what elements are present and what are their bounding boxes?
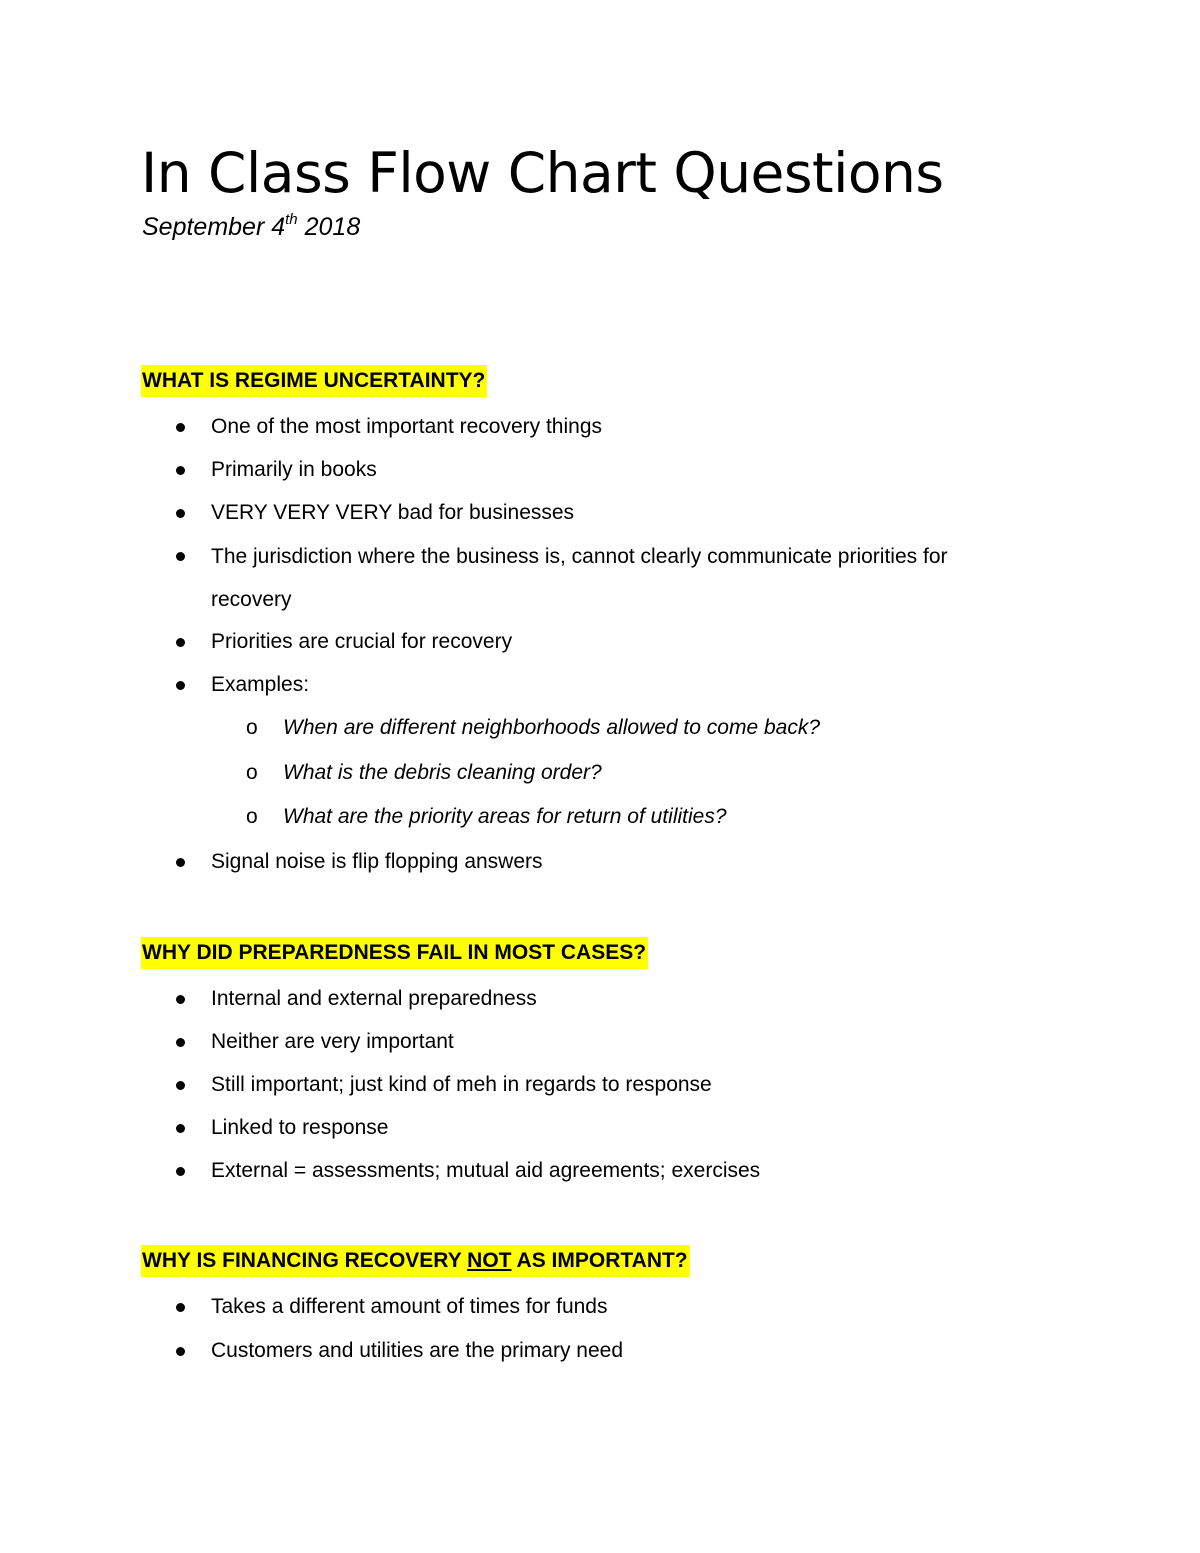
list-item-text: The jurisdiction where the business is, cannot clearly communicate priorities for recovery bbox=[211, 545, 948, 611]
bullet-dot-icon bbox=[176, 995, 185, 1004]
hollow-circle-bullet-icon: o bbox=[246, 716, 258, 739]
bullet-dot-icon bbox=[176, 1347, 185, 1356]
sub-list-item-text: What is the debris cleaning order? bbox=[283, 761, 602, 784]
bullet-dot-icon bbox=[176, 1081, 185, 1090]
bullet-dot-icon bbox=[176, 1124, 185, 1133]
list-item-text: Priorities are crucial for recovery bbox=[211, 630, 513, 653]
bullet-dot-icon bbox=[176, 858, 185, 867]
bullet-dot-icon bbox=[176, 638, 185, 647]
hollow-circle-bullet-icon: o bbox=[246, 805, 258, 828]
sub-list-item-text: What are the priority areas for return of utilities? bbox=[283, 805, 727, 828]
section-heading bbox=[141, 1245, 690, 1277]
heading-emphasis-not: NOT bbox=[467, 1249, 512, 1272]
bullet-dot-icon bbox=[176, 509, 185, 518]
bullet-dot-icon bbox=[176, 1303, 185, 1312]
list-item-text: Still important; just kind of meh in regards to response bbox=[211, 1073, 712, 1096]
bullet-dot-icon bbox=[176, 681, 185, 690]
list-item-text: Linked to response bbox=[211, 1116, 389, 1139]
heading-part-after: AS IMPORTANT? bbox=[511, 1249, 688, 1272]
list-item-text: Takes a different amount of times for funds bbox=[211, 1295, 608, 1318]
list-item-text: Signal noise is flip flopping answers bbox=[211, 850, 543, 873]
list-item-text: Internal and external preparedness bbox=[211, 987, 537, 1010]
bullet-dot-icon bbox=[176, 466, 185, 475]
document-title: In Class Flow Chart Questions bbox=[141, 141, 944, 205]
heading-part-before: WHY IS FINANCING RECOVERY bbox=[142, 1249, 468, 1272]
list-item-text: Neither are very important bbox=[211, 1030, 454, 1053]
section-heading: WHY DID PREPAREDNESS FAIL IN MOST CASES? bbox=[141, 937, 648, 969]
list-item-text: VERY VERY VERY bad for businesses bbox=[211, 501, 575, 524]
bullet-dot-icon bbox=[176, 423, 185, 432]
hollow-circle-bullet-icon: o bbox=[246, 761, 258, 784]
list-item-text: Primarily in books bbox=[211, 458, 377, 481]
document-date bbox=[142, 210, 360, 244]
sub-list-item-text: When are different neighborhoods allowed to come back? bbox=[283, 716, 820, 739]
list-item-text: Customers and utilities are the primary need bbox=[211, 1339, 624, 1362]
section-heading: WHAT IS REGIME UNCERTAINTY? bbox=[141, 365, 487, 397]
list-item-text: External = assessments; mutual aid agreements; exercises bbox=[211, 1159, 761, 1182]
list-item-text: Examples: bbox=[211, 673, 310, 696]
bullet-dot-icon bbox=[176, 552, 185, 561]
bullet-dot-icon bbox=[176, 1167, 185, 1176]
bullet-dot-icon bbox=[176, 1038, 185, 1047]
date-prefix: September 4 bbox=[142, 213, 286, 241]
list-item-text: One of the most important recovery things bbox=[211, 415, 603, 438]
date-ordinal-suffix: th bbox=[285, 211, 298, 228]
date-year: 2018 bbox=[297, 213, 361, 241]
